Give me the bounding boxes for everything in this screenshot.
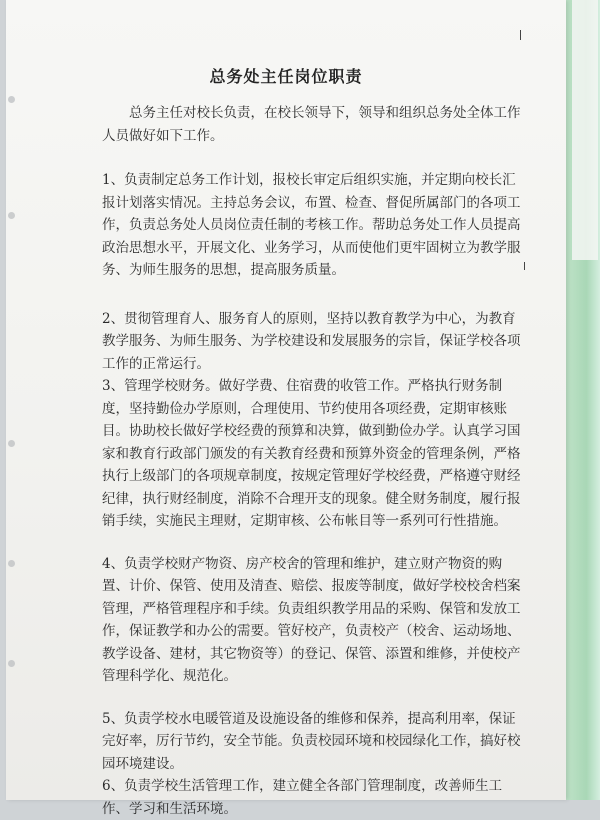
punch-hole — [8, 440, 15, 447]
duty-item-3: 3、管理学校财务。做好学费、住宿费的收管工作。严格执行财务制度，坚持勤俭办学原则，合理使用、节约使用各项经费，定期审核账目。协助校长做好学校经费的预算和决算，做到勤俭办学。认真学习国家和教育行政部门颁发的有关教育经费和预算外资金的管理条例，严格执行上级部门的各项规章制度，按规定管理好学校经费，严格遵守财经纪律，执行财经制度，消除不合理开支的现象。健全财务制度，履行报销手续，实施民主理财，定期审核、公布帐目等一系列可行性措施。 — [102, 378, 521, 529]
punch-hole — [8, 212, 15, 219]
punch-hole — [8, 96, 15, 103]
duty-item-1: 1、负责制定总务工作计划，报校长审定后组织实施，并定期向校长汇报计划落实情况。主持总务会议，布置、检查、督促所属部门的各项工作，负责总务处人员岗位责任制的考核工作。帮助总务处工作人员提高政治思想水平，开展文化、业务学习，从而使他们更牢固树立为教学服务、为师生服务的思想，提高服务质量。 — [102, 172, 521, 278]
duty-item-2: 2、贯彻管理育人、服务育人的原则，坚持以教育教学为中心，为教育教学服务、为师生服务、为学校建设和发展服务的宗旨，保证学校各项工作的正常运行。 — [102, 310, 521, 372]
duty-item-4: 4、负责学校财产物资、房产校舍的管理和维护，建立财产物资的购置、计价、保管、使用及清查、赔偿、报废等制度，做好学校校舍档案管理，严格管理程序和手续。负责组织教学用品的采购、保管和发放工作，保证教学和办公的需要。管好校产，负责校产（校舍、运动场地、教学设备、建材，其它物资等）的登记、保管、添置和维修，并使校产管理科学化、规范化。 — [102, 555, 521, 684]
punch-hole — [8, 560, 15, 567]
document-body — [102, 102, 526, 820]
punch-hole — [8, 660, 15, 667]
duty-item-6: 6、负责学校生活管理工作，建立健全各部门管理制度，改善师生工作、学习和生活环境。 — [102, 778, 503, 817]
duty-item-5: 5、负责学校水电暖管道及设施设备的维修和保养，提高利用率，保证完好率，厉行节约，安全节能。负责校园环境和校园绿化工作，搞好校园环境建设。 — [102, 710, 521, 772]
document-title: 总务处主任岗位职责 — [209, 67, 363, 86]
pen-mark — [520, 30, 521, 40]
intro-paragraph: 总务主任对校长负责，在校长领导下，领导和组织总务处全体工作人员做好如下工作。 — [102, 105, 521, 144]
background-paper-edge — [572, 0, 598, 260]
document-page — [6, 0, 566, 817]
